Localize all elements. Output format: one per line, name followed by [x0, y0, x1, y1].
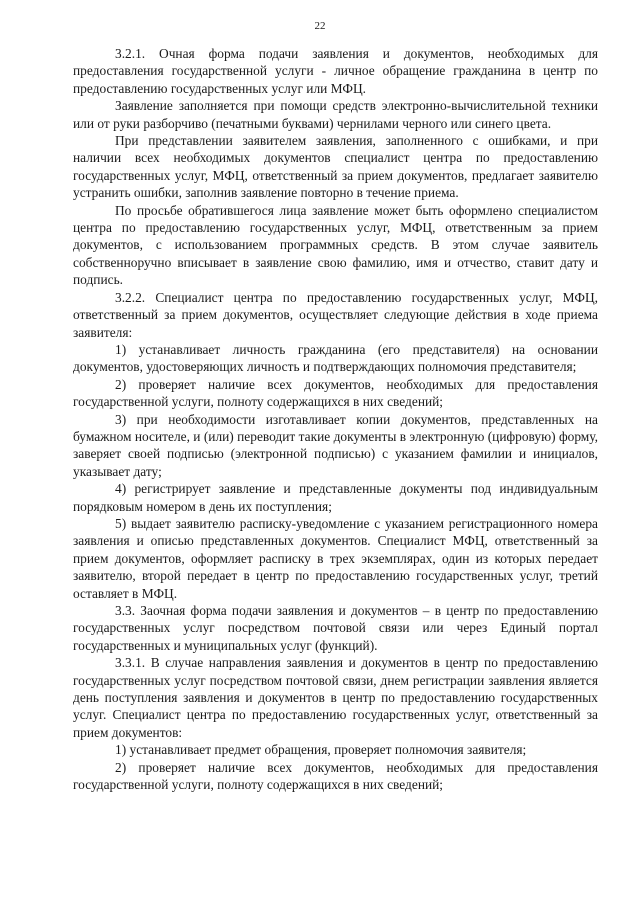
paragraph: 1) устанавливает предмет обращения, проверяет полномочия заявителя;: [115, 742, 527, 758]
paragraph: 2) проверяет наличие всех документов, необходимых для предоставления государственной услуги, полноту содержащихся в них сведений;: [73, 376, 598, 410]
paragraph: 3) при необходимости изготавливает копии документов, представленных на бумажном носителе, и (или) переводит такие документы в электронную (цифровую) форму, заверяет своей подписью (электронной подписью) с указанием фамилии и инициалов, указывает дату;: [73, 411, 598, 479]
paragraph: 4) регистрирует заявление и представленные документы под индивидуальным порядковым номером в день их поступления;: [73, 481, 598, 514]
paragraph: 3.2.2. Специалист центра по предоставлению государственных услуг, МФЦ, ответственный за прием документов, осуществляет следующие действия в ходе приема заявителя:: [73, 289, 598, 340]
paragraph: 5) выдает заявителю расписку-уведомление с указанием регистрационного номера заявления и описью представленных документов. Специалист МФЦ, ответственный за прием документов, оформляет расписку в трех экземплярах, один из которых передает заявителю, второй передает в центр по предоставлению государственных услуг, третий оставляет в МФЦ.: [73, 515, 598, 601]
paragraph: 1) устанавливает личность гражданина (его представителя) на основании документов, удостоверяющих личность и подтверждающих полномочия представителя;: [73, 341, 598, 375]
paragraph: Заявление заполняется при помощи средств электронно-вычислительной техники или от руки разборчиво (печатными буквами) чернилами черного или синего цвета.: [73, 98, 598, 131]
paragraph: 3.2.1. Очная форма подачи заявления и документов, необходимых для предоставления государственной услуги - личное обращение гражданина в центр по предоставлению государственных услуг или МФЦ.: [73, 46, 598, 96]
paragraph: 3.3.1. В случае направления заявления и документов в центр по предоставлению государственных услуг посредством почтовой связи, днем регистрации заявления является день поступления заявления и документов в центр по предоставлению государственных услуг. Специалист центра по предоставлению государственных услуг, ответственный за прием документов:: [73, 655, 598, 740]
paragraph: 2) проверяет наличие всех документов, необходимых для предоставления государственной услуги, полноту содержащихся в них сведений;: [73, 759, 598, 793]
paragraph: 3.3. Заочная форма подачи заявления и документов – в центр по предоставлению государственных услуг посредством почтовой связи или через Единый портал государственных и муниципальных услуг (функций).: [73, 603, 598, 653]
document-body: [73, 45, 598, 793]
paragraph: По просьбе обратившегося лица заявление может быть оформлено специалистом центра по предоставлению государственных услуг, МФЦ, ответственным за прием документов, с использованием программных средств. В этом случае заявитель собственноручно вписывает в заявление свою фамилию, имя и отчество, ставит дату и подпись.: [73, 202, 598, 288]
paragraph: При представлении заявителем заявления, заполненного с ошибками, и при наличии всех необходимых документов специалист центра по предоставлению государственных услуг, МФЦ, ответственный за прием документов, предлагает заявителю устранить ошибки, заполнив заявление повторно в течение приема.: [73, 133, 598, 201]
page-number: 22: [314, 20, 326, 32]
